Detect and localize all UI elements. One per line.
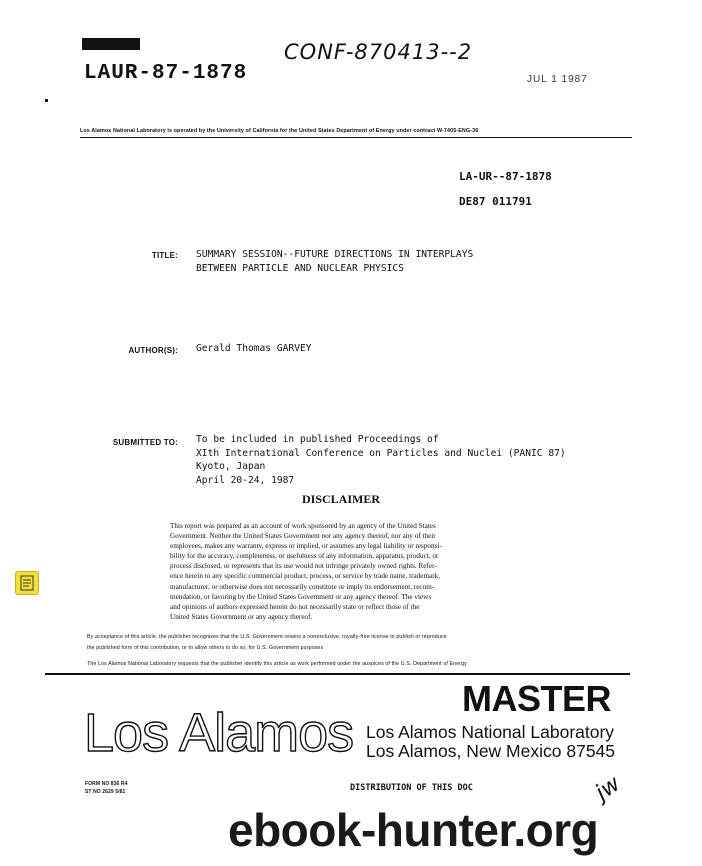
submitted-line-3: Kyoto, Japan: [196, 461, 266, 472]
date-stamp: JUL 1 1987: [527, 74, 588, 85]
disclaimer-line: process disclosed, or represents that its use would not infringe privately owned rights. Refer-: [170, 562, 437, 571]
disclaimer-line: United States Government or any agency thereof.: [170, 612, 313, 621]
submitted-line-1: To be included in published Proceedings of: [196, 434, 439, 445]
operator-notice: Los Alamos National Laboratory is operated by the University of California for the United States Department of Energy under contract W-7405-ENG-36: [80, 128, 479, 134]
los-alamos-logo: Los Alamos: [84, 703, 354, 763]
form-number-2: ST NO 2629 5/81: [85, 789, 126, 795]
lab-name: Los Alamos National Laboratory: [366, 722, 615, 742]
footer-rule: [45, 673, 630, 675]
master-stamp: MASTER: [462, 678, 611, 719]
conf-number: CONF-870413--2: [284, 40, 473, 64]
la-ur-stamp: LAUR-87-1878: [84, 62, 248, 85]
disclaimer-line: mendation, or favoring by the United States Government or any agency thereof. The views: [170, 592, 432, 601]
sticky-note-icon[interactable]: [15, 571, 39, 595]
author-label: AUTHOR(S):: [128, 346, 178, 355]
handwritten-initials: jw: [591, 771, 626, 806]
disclaimer-line: ence herein to any specific commercial product, process, or service by trade name, trademark,: [170, 572, 441, 581]
submitted-line-2: XIth International Conference on Particles and Nuclei (PANIC 87): [196, 447, 566, 459]
acceptance-notice-2: the published form of this contribution, or to allow others to do so, for U.S. Government purposes: [87, 645, 324, 651]
acceptance-notice-1: By acceptance of this article, the publisher recognizes that the U.S. Government retains a nonexclusive, royalty-free license to publish or reproduce: [87, 634, 447, 640]
disclaimer-line: bility for the accuracy, completeness, or usefulness of any information, apparatus, product, or: [170, 552, 439, 561]
submitted-label: SUBMITTED TO:: [112, 438, 178, 447]
sticky-note-glyph: [16, 572, 38, 594]
la-ur-id: LA-UR--87-1878: [459, 170, 552, 183]
disclaimer-line: manufacturer, or otherwise does not necessarily constitute or imply its endorsement, recom-: [170, 582, 435, 591]
de-id: DE87 011791: [459, 195, 532, 208]
title-line-1: SUMMARY SESSION--FUTURE DIRECTIONS IN INTERPLAYS: [196, 249, 474, 260]
disclaimer-heading: DISCLAIMER: [302, 492, 381, 506]
submitted-text: [196, 433, 566, 487]
request-notice: The Los Alamos National Laboratory requests that the publisher identify this article as work performed under the auspices of the U.S. Department of Energy: [87, 661, 467, 667]
title-line-2: BETWEEN PARTICLE AND NUCLEAR PHYSICS: [196, 262, 404, 274]
watermark-text: ebook-hunter.org: [228, 804, 599, 856]
distribution-stamp: DISTRIBUTION OF THIS DOC: [350, 783, 473, 793]
submitted-line-4: April 20-24, 1987: [196, 474, 295, 486]
disclaimer-line: This report was prepared as an account of work sponsored by an agency of the United States: [170, 522, 436, 530]
lab-address: Los Alamos, New Mexico 87545: [366, 741, 616, 761]
disclaimer-line: Government. Neither the United States Government nor any agency thereof, nor any of their: [170, 532, 436, 541]
title-label: TITLE:: [151, 251, 178, 260]
disclaimer-body: [170, 521, 510, 622]
header-rule: [80, 137, 632, 138]
title-text: [196, 248, 473, 275]
disclaimer-line: employees, makes any warranty, express or implied, or assumes any legal liability or responsi-: [170, 542, 442, 551]
bullet-mark: [45, 99, 48, 102]
form-number-1: FORM NO 836 R4: [85, 781, 128, 787]
redaction-bar: [82, 38, 140, 50]
author-name: Gerald Thomas GARVEY: [196, 343, 312, 354]
disclaimer-line: and opinions of authors expressed herein do not necessarily state or reflect those of the: [170, 602, 420, 611]
